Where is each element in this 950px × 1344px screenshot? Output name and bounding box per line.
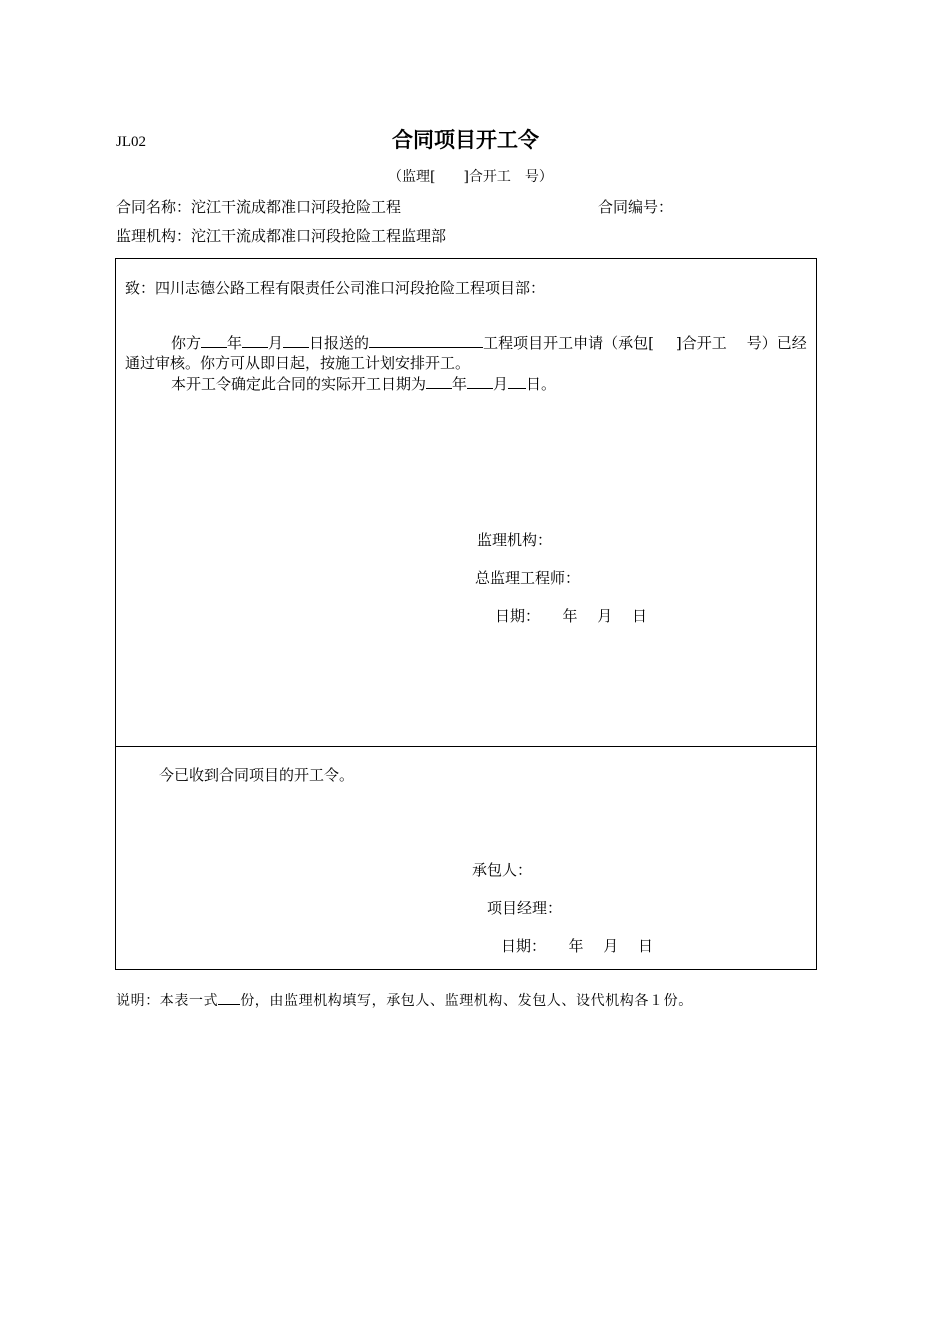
start-date-text: 本开工令确定此合同的实际开工日期为 — [171, 375, 427, 393]
month-blank[interactable] — [242, 333, 268, 348]
approval-text-c: ]合开工 — [675, 334, 727, 352]
footer-note — [116, 990, 693, 1010]
start-day-label: 日。 — [526, 375, 557, 393]
start-date-paragraph — [171, 373, 556, 394]
acknowledgement-text: 今已收到合同项目的开工令。 — [159, 766, 355, 784]
start-year-blank[interactable] — [426, 374, 452, 389]
contractor-signature: 承包人： — [472, 861, 533, 879]
start-year-label: 年 — [452, 375, 468, 393]
section-divider — [116, 746, 816, 747]
project-name-blank[interactable] — [369, 333, 483, 348]
document-subtitle: （监理[ ]合开工 号） — [388, 169, 553, 185]
contract-name: 合同名称：沱江干流成都准口河段抢险工程 — [116, 198, 402, 216]
contract-number: 合同编号： — [598, 198, 674, 216]
start-month-blank[interactable] — [467, 374, 493, 389]
contractor-date: 日期： 年 月 日 — [501, 937, 654, 955]
day-blank[interactable] — [283, 333, 309, 348]
approval-paragraph — [125, 333, 815, 373]
project-manager-signature: 项目经理： — [487, 899, 563, 917]
start-day-blank[interactable] — [508, 374, 526, 389]
form-code: JL02 — [116, 134, 146, 150]
approval-text-b: 工程项目开工申请（承包[ — [483, 334, 654, 352]
supervisor-organization: 监理机构：沱江干流成都准口河段抢险工程监理部 — [116, 227, 447, 245]
recipient-line: 致：四川志德公路工程有限责任公司淮口河段抢险工程项目部： — [125, 279, 546, 297]
approval-text-a: 你方 — [171, 334, 202, 352]
year-label: 年 — [227, 334, 243, 352]
month-label: 月 — [268, 334, 284, 352]
order-form-table — [115, 258, 817, 970]
footer-note-a: 说明：本表一式 — [116, 993, 219, 1009]
footer-note-b: 份，由监理机构填写，承包人、监理机构、发包人、设代机构各１份。 — [240, 993, 693, 1009]
supervisor-date: 日期： 年 月 日 — [495, 607, 648, 625]
start-month-label: 月 — [493, 375, 509, 393]
day-label: 日报送的 — [309, 334, 370, 352]
year-blank[interactable] — [201, 333, 227, 348]
supervisor-org-signature: 监理机构： — [477, 531, 553, 549]
chief-engineer-signature: 总监理工程师： — [475, 569, 581, 587]
copies-blank[interactable] — [218, 990, 240, 1005]
approval-text-d: 号）已经通过审核。你方可从即日起，按施工计划安排开工。 — [125, 334, 807, 372]
document-title: 合同项目开工令 — [392, 128, 539, 152]
